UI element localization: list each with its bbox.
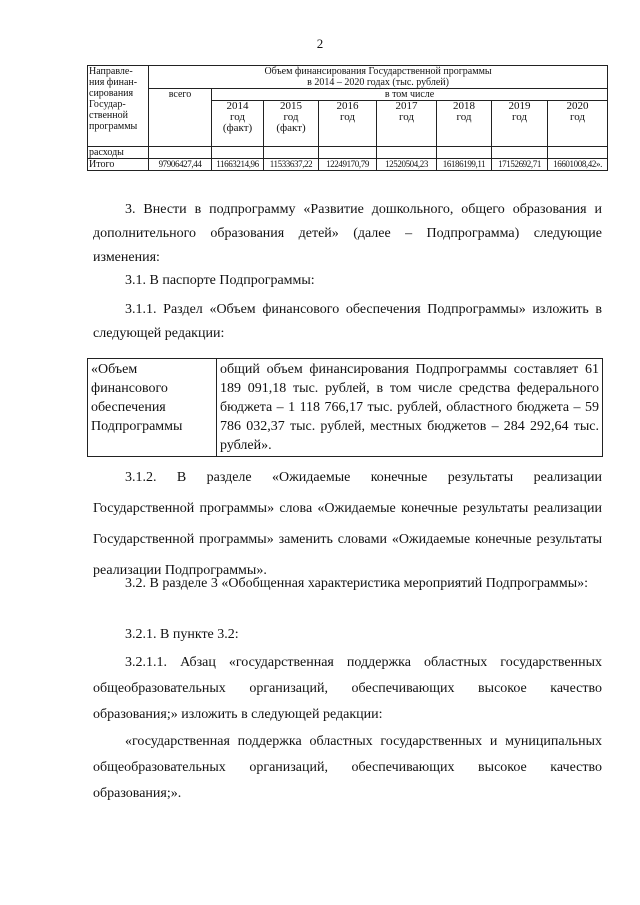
total-cell: 11663214,96 [212, 159, 264, 171]
year-header: 2017 год [377, 101, 437, 147]
total-cell: 16186199,11 [437, 159, 492, 171]
total-cell: 12249170,79 [319, 159, 377, 171]
expenses-row-label: расходы [88, 147, 149, 159]
paragraph-3: 3. Внести в подпрограмму «Развитие дошкольного, общего образования и дополнительного образования детей» (далее – Подпрограмма) следующие изменения: [93, 202, 602, 265]
paragraph-3-1-1: 3.1.1. Раздел «Объем финансового обеспечения Подпрограммы» изложить в следующей редакции: [93, 302, 602, 341]
passport-table [87, 358, 603, 457]
paragraph-3-1: 3.1. В паспорте Подпрограммы: [125, 273, 315, 288]
year-header: 2018 год [437, 101, 492, 147]
quote-paragraph: «государственная поддержка областных государственных и муниципальных общеобразовательных организаций, обеспечивающих высокое качество образования;». [93, 734, 602, 801]
total-row-label: Итого [88, 159, 149, 171]
paragraph-3-1-2: 3.1.2. В разделе «Ожидаемые конечные результаты реализации Государственной программы» слова «Ожидаемые конечные результаты реализации Государственной программы» заменить словами «Ожидаемые конечные результаты реализации Подпрограммы». [93, 470, 602, 578]
year-header: 2019 год [492, 101, 548, 147]
year-header: 2020 год [548, 101, 608, 147]
paragraph-3-2-1-1: 3.2.1.1. Абзац «государственная поддержка областных государственных общеобразовательных организаций, обеспечивающих высокое качество образования;» изложить в следующей редакции: [93, 655, 602, 722]
incl-header: в том числе [212, 89, 608, 101]
passport-left-cell: «Объем финансового обеспечения Подпрограммы [88, 359, 217, 457]
total-cell: 97906427,44 [149, 159, 212, 171]
year-header: 2015 год (факт) [264, 101, 319, 147]
year-header: 2014 год (факт) [212, 101, 264, 147]
passport-right-cell: общий объем финансирования Подпрограммы составляет 61 189 091,18 тыс. рублей, в том числе средства федерального бюджета – 1 118 766,17 тыс. рублей, областного бюджета – 59 786 032,37 тыс. рублей, местных бюджетов – 284 292,64 тыс. рублей». [217, 359, 603, 457]
total-cell: 11533637,22 [264, 159, 319, 171]
total-cell: 16601008,42». [548, 159, 608, 171]
page-number: 2 [316, 36, 324, 51]
total-header: всего [149, 89, 212, 147]
financing-table [87, 65, 608, 171]
table-title: Объем финансирования Государственной программы в 2014 – 2020 годах (тыс. рублей) [149, 66, 608, 89]
paragraph-3-2-1: 3.2.1. В пункте 3.2: [125, 627, 239, 642]
total-cell: 17152692,71 [492, 159, 548, 171]
total-cell: 12520504,23 [377, 159, 437, 171]
paragraph-3-2: 3.2. В разделе 3 «Обобщенная характеристика мероприятий Подпрограммы»: [125, 576, 589, 591]
year-header: 2016 год [319, 101, 377, 147]
direction-header: Направле- ния финан- сирования Государ- ственной программы [88, 66, 149, 147]
